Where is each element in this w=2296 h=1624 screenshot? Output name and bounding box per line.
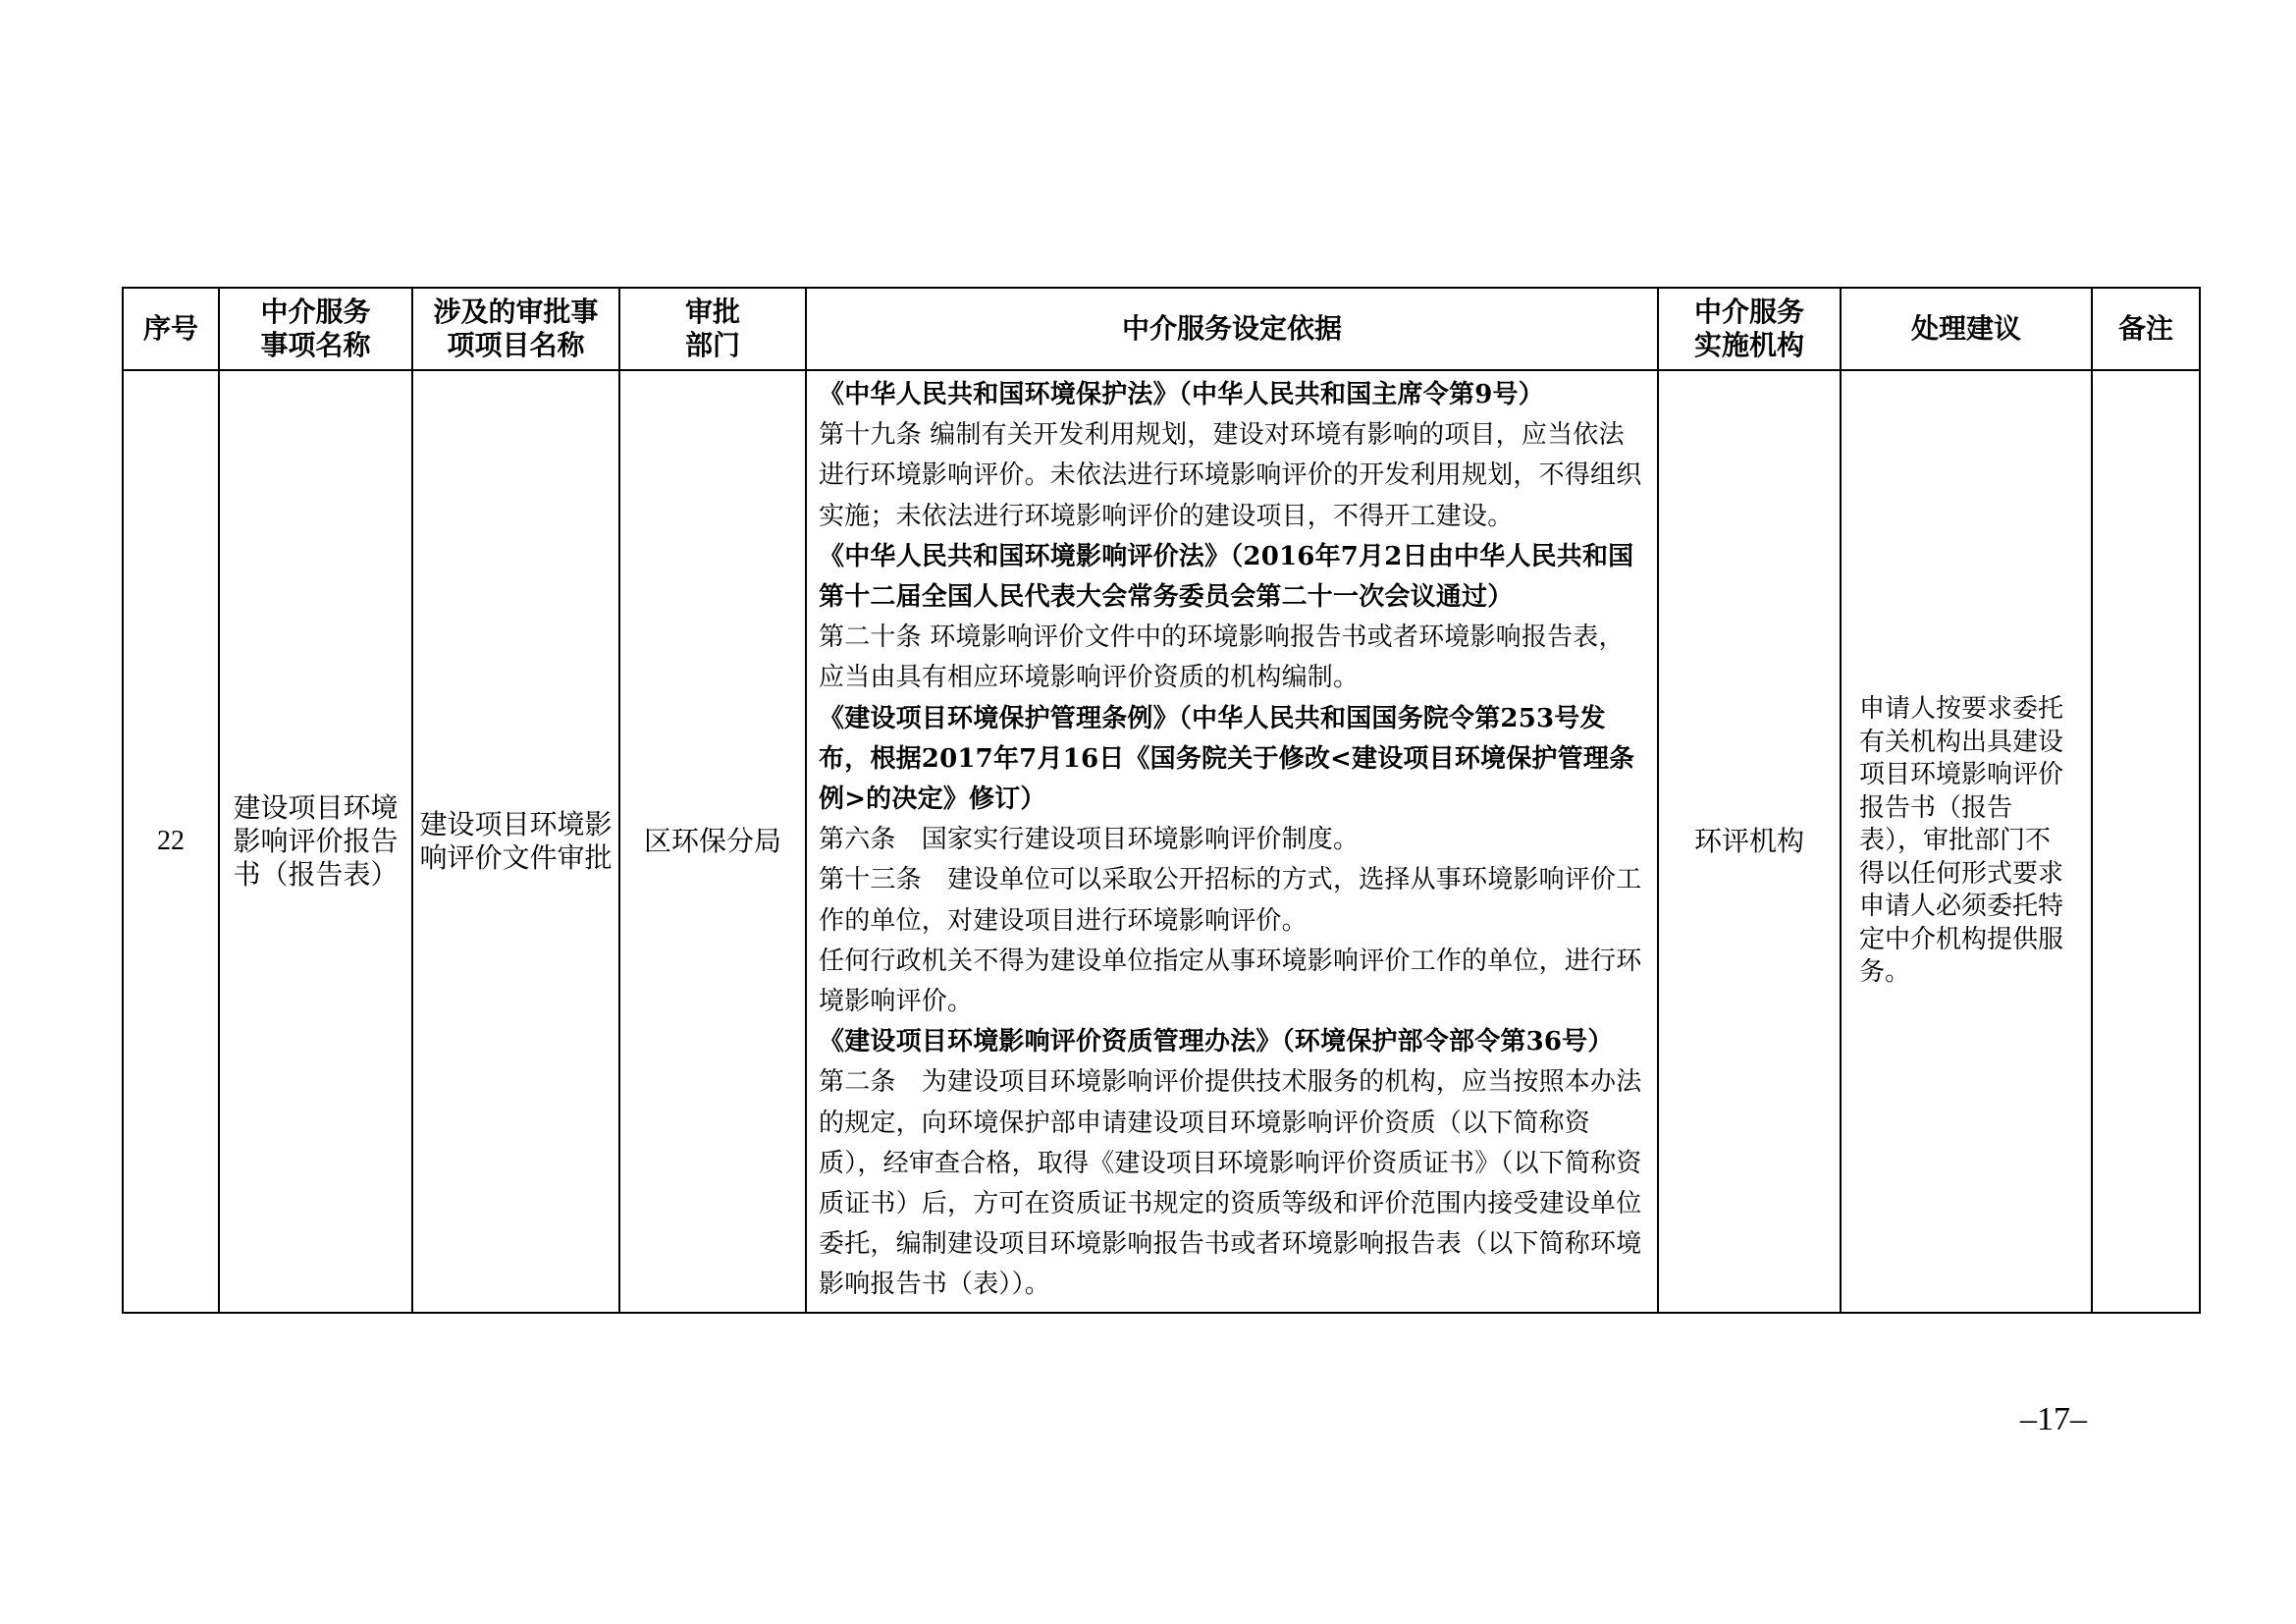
basis-law-construction-regulation: 《建设项目环境保护管理条例》（中华人民共和国国务院令第253号发布，根据2017年7月16日《国务院关于修改<建设项目环境保护管理条例>的决定》修订） <box>819 703 1635 815</box>
page-number: –17– <box>2020 1401 2087 1437</box>
row-approval-item: 建设项目环境影响评价文件审批 <box>412 370 619 1313</box>
table-row <box>123 370 2200 1313</box>
header-remarks: 备注 <box>2092 288 2200 370</box>
basis-clause-article-13-cont: 任何行政机关不得为建设单位指定从事环境影响评价工作的单位，进行环境影响评价。 <box>819 946 1642 1017</box>
header-index: 序号 <box>123 288 219 370</box>
header-service-name: 中介服务 事项名称 <box>219 288 412 370</box>
row-implementing-agency: 环评机构 <box>1658 370 1841 1313</box>
row-department: 区环保分局 <box>619 370 806 1313</box>
row-index: 22 <box>123 370 219 1313</box>
header-basis: 中介服务设定依据 <box>806 288 1658 370</box>
header-implementing-agency: 中介服务 实施机构 <box>1658 288 1841 370</box>
basis-clause-article-20: 第二十条 环境影响评价文件中的环境影响报告书或者环境影响报告表，应当由具有相应环境影响评价资质的机构编制。 <box>819 623 1625 693</box>
header-department: 审批 部门 <box>619 288 806 370</box>
basis-law-qualification-measures: 《建设项目环境影响评价资质管理办法》（环境保护部令部令第36号） <box>819 1027 1614 1057</box>
row-suggestion: 申请人按要求委托有关机构出具建设项目环境影响评价报告书（报告表），审批部门不得以任何形式要求申请人必须委托特定中介机构提供服务。 <box>1841 370 2092 1313</box>
basis-law-environmental-protection: 《中华人民共和国环境保护法》（中华人民共和国主席令第9号） <box>819 380 1544 409</box>
header-approval-item: 涉及的审批事 项项目名称 <box>412 288 619 370</box>
basis-clause-article-13: 第十三条 建设单位可以采取公开招标的方式，选择从事环境影响评价工作的单位，对建设项目进行环境影响评价。 <box>819 865 1642 936</box>
header-row <box>123 288 2200 370</box>
row-basis <box>806 370 1658 1313</box>
basis-clause-article-6: 第六条 国家实行建设项目环境影响评价制度。 <box>819 825 1360 855</box>
basis-clause-article-2: 第二条 为建设项目环境影响评价提供技术服务的机构，应当按照本办法的规定，向环境保护部申请建设项目环境影响评价资质（以下简称资质），经审查合格，取得《建设项目环境影响评价资质证书》（以下简称资质证书）后，方可在资质证书规定的资质等级和评价范围内接受建设单位委托，编制建设项目环境影响报告书或者环境影响报告表（以下简称环境影响报告书（表））。 <box>819 1067 1642 1300</box>
row-service-name: 建设项目环境影响评价报告书（报告表） <box>219 370 412 1313</box>
row-remarks <box>2092 370 2200 1313</box>
header-suggestion: 处理建议 <box>1841 288 2092 370</box>
intermediary-services-table <box>122 287 2201 1314</box>
basis-law-eia: 《中华人民共和国环境影响评价法》（2016年7月2日由中华人民共和国第十二届全国人民代表大会常务委员会第二十一次会议通过） <box>819 541 1634 613</box>
basis-clause-article-19: 第十九条 编制有关开发利用规划，建设对环境有影响的项目，应当依法进行环境影响评价。未依法进行环境影响评价的开发利用规划，不得组织实施；未依法进行环境影响评价的建设项目，不得开工建设。 <box>819 420 1642 531</box>
